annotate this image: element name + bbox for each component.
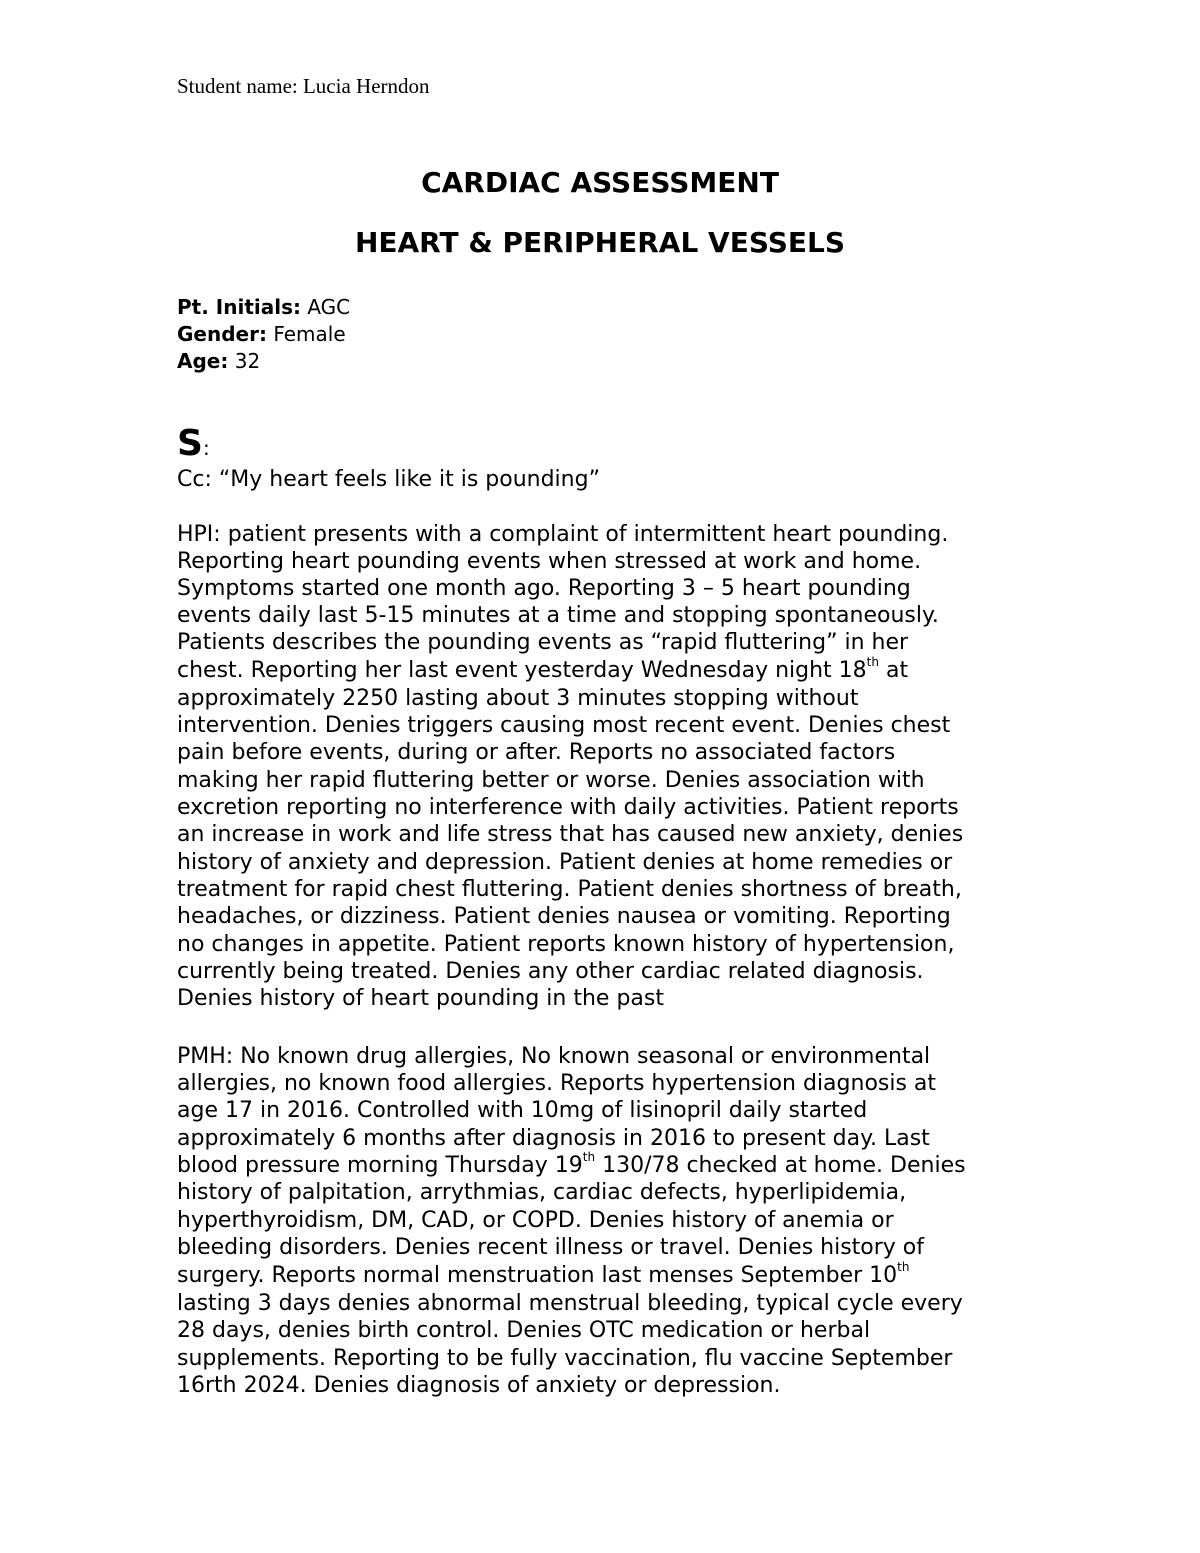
hpi-text: at: [878, 658, 909, 683]
patient-gender-label: Gender:: [177, 322, 267, 346]
pmh-line: PMH: No known drug allergies, No known seasonal or environmental: [177, 1044, 931, 1069]
hpi-line: an increase in work and life stress that has caused new anxiety, denies: [177, 822, 964, 847]
ordinal-suffix: th: [866, 654, 879, 669]
hpi-text: chest. Reporting her last event yesterday Wednesday night 18: [177, 658, 867, 683]
patient-initials-row: [177, 294, 350, 321]
pmh-line: history of palpitation, arrythmias, cardiac defects, hyperlipidemia,: [177, 1180, 907, 1205]
subjective-heading-colon: :: [202, 436, 210, 460]
hpi-line: currently being treated. Denies any other cardiac related diagnosis.: [177, 959, 924, 984]
hpi-line: excretion reporting no interference with daily activities. Patient reports: [177, 795, 959, 820]
hpi-line: making her rapid fluttering better or worse. Denies association with: [177, 768, 925, 793]
hpi-line: HPI: patient presents with a complaint of intermittent heart pounding.: [177, 522, 949, 547]
pmh-line: 16rth 2024. Denies diagnosis of anxiety or depression.: [177, 1373, 781, 1398]
hpi-line: Patients describes the pounding events as “rapid fluttering” in her: [177, 630, 909, 655]
hpi-line: Denies history of heart pounding in the past: [177, 986, 664, 1011]
pmh-line: age 17 in 2016. Controlled with 10mg of lisinopril daily started: [177, 1098, 868, 1123]
hpi-line: history of anxiety and depression. Patient denies at home remedies or: [177, 850, 953, 875]
patient-gender-row: [177, 321, 350, 348]
hpi-line: events daily last 5-15 minutes at a time and stopping spontaneously.: [177, 603, 939, 628]
patient-age-row: [177, 348, 350, 375]
pmh-line: approximately 6 months after diagnosis in 2016 to present day. Last: [177, 1126, 930, 1151]
pmh-line: hyperthyroidism, DM, CAD, or COPD. Denies history of anemia or: [177, 1208, 894, 1233]
pmh-line: bleeding disorders. Denies recent illness or travel. Denies history of: [177, 1235, 925, 1260]
hpi-line: Symptoms started one month ago. Reporting 3 – 5 heart pounding: [177, 576, 911, 601]
pmh-line: [177, 1259, 910, 1289]
pmh-line: lasting 3 days denies abnormal menstrual bleeding, typical cycle every: [177, 1291, 963, 1316]
pmh-line: 28 days, denies birth control. Denies OTC medication or herbal: [177, 1318, 871, 1343]
document-title: CARDIAC ASSESSMENT: [421, 166, 779, 199]
patient-initials-label: Pt. Initials:: [177, 295, 301, 319]
pmh-line: allergies, no known food allergies. Reports hypertension diagnosis at: [177, 1071, 937, 1096]
hpi-line: [177, 654, 909, 684]
patient-demographics: [177, 294, 350, 375]
patient-age-value: 32: [234, 349, 261, 373]
ordinal-suffix: th: [897, 1259, 910, 1274]
hpi-line: no changes in appetite. Patient reports known history of hypertension,: [177, 932, 955, 957]
patient-initials-value: AGC: [307, 295, 351, 319]
hpi-line: pain before events, during or after. Reports no associated factors: [177, 740, 896, 765]
hpi-line: headaches, or dizziness. Patient denies nausea or vomiting. Reporting: [177, 904, 951, 929]
pmh-text: 130/78 checked at home. Denies: [595, 1153, 966, 1178]
chief-complaint: Cc: “My heart feels like it is pounding”: [177, 467, 600, 492]
document-subtitle: HEART & PERIPHERAL VESSELS: [354, 226, 846, 259]
patient-gender-value: Female: [273, 322, 346, 346]
student-name: Student name: Lucia Herndon: [177, 74, 430, 98]
ordinal-suffix: th: [582, 1149, 596, 1164]
subjective-heading-letter: S: [177, 423, 203, 464]
pmh-text: blood pressure morning Thursday 19: [177, 1153, 583, 1178]
pmh-line: [177, 1149, 966, 1179]
hpi-line: treatment for rapid chest fluttering. Patient denies shortness of breath,: [177, 877, 962, 902]
pmh-text: surgery. Reports normal menstruation last menses September 10: [177, 1263, 898, 1288]
hpi-line: Reporting heart pounding events when stressed at work and home.: [177, 549, 922, 574]
hpi-line: intervention. Denies triggers causing most recent event. Denies chest: [177, 713, 951, 738]
hpi-line: approximately 2250 lasting about 3 minutes stopping without: [177, 686, 859, 711]
patient-age-label: Age:: [177, 349, 229, 373]
pmh-line: supplements. Reporting to be fully vaccination, flu vaccine September: [177, 1346, 953, 1371]
